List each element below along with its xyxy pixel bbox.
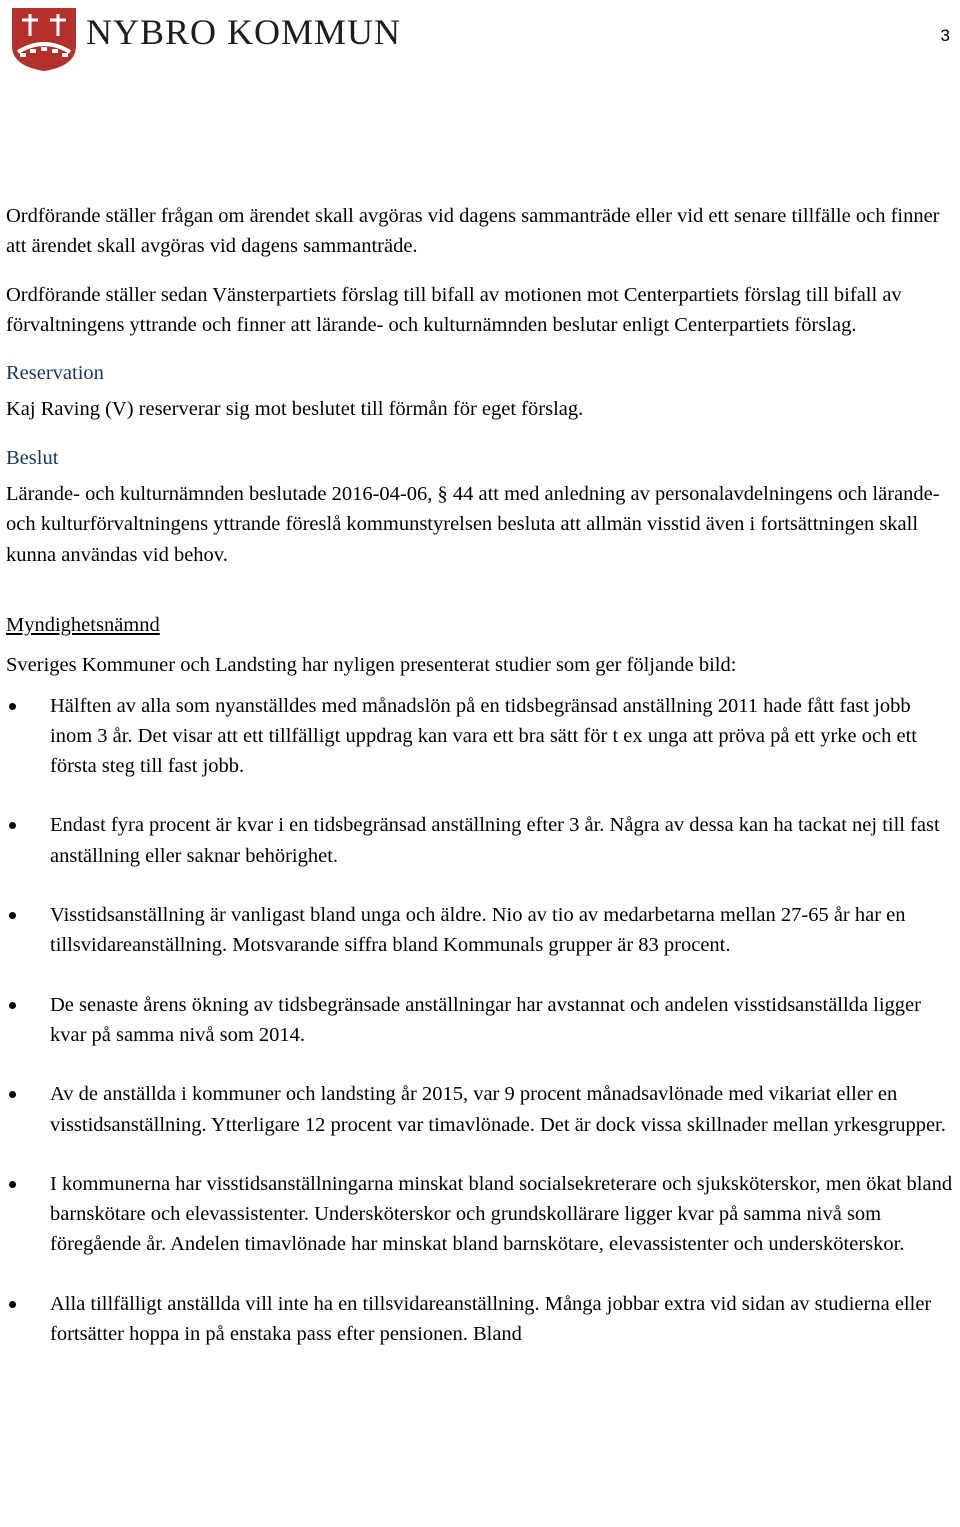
- bullet-icon: [9, 1002, 16, 1009]
- list-item: [6, 691, 956, 782]
- list-item: [6, 990, 956, 1051]
- list-item: [6, 900, 956, 961]
- list-item: [6, 1079, 956, 1140]
- list-item-text: De senaste årens ökning av tidsbegränsade anställningar har avstannat och andelen visstidsanställda ligger kvar på samma nivå som 2014.: [50, 993, 921, 1046]
- list-item: [6, 1289, 956, 1350]
- paragraph-proposal-vote: Ordförande ställer sedan Vänsterpartiets förslag till bifall av motionen mot Centerpartiets förslag till bifall av förvaltningens yttrande och finner att lärande- och kulturnämnden beslutar enligt Centerpartiets förslag.: [6, 283, 902, 336]
- logo-wordmark: NYBRO KOMMUN: [86, 12, 402, 52]
- document-body: [6, 201, 956, 1349]
- list-item-text: Visstidsanställning är vanligast bland unga och äldre. Nio av tio av medarbetarna mellan 27-65 år har en tillsvidareanställning. Motsvarande siffra bland Kommunals grupper är 83 procent.: [50, 904, 906, 957]
- paragraph-decision-timing: Ordförande ställer frågan om ärendet skall avgöras vid dagens sammanträde eller vid ett senare tillfälle och finner att ärendet skall avgöras vid dagens sammanträde.: [6, 205, 940, 258]
- svk-intro-text: Sveriges Kommuner och Landsting har nyligen presenterat studier som ger följande bild:: [6, 654, 737, 677]
- bullet-icon: [9, 912, 16, 919]
- list-item-text: Hälften av alla som nyanställdes med månadslön på en tidsbegränsad anställning 2011 hade fått fast jobb inom 3 år. Det visar att ett tillfälligt uppdrag kan vara ett bra sätt för t ex unga att pröva på ett yrke och ett första steg till fast jobb.: [50, 694, 917, 778]
- myndighetsnamnd-heading: Myndighetsnämnd: [6, 613, 160, 636]
- beslut-heading: Beslut: [6, 446, 59, 469]
- bullet-icon: [9, 1301, 16, 1308]
- list-item-text: Endast fyra procent är kvar i en tidsbegränsad anställning efter 3 år. Några av dessa kan ha tackat nej till fast anställning eller saknar behörighet.: [50, 814, 940, 867]
- reservation-text: Kaj Raving (V) reserverar sig mot beslutet till förmån för eget förslag.: [6, 398, 584, 421]
- bullet-icon: [9, 822, 16, 829]
- page-header: [0, 0, 960, 80]
- list-item-text: I kommunerna har visstidsanställningarna minskat bland socialsekreterare och sjuksköterskor, men ökat bland barnskötare och elevassistenter. Undersköterskor och grundskollärare ligger kvar på samma nivå som föregående år. Andelen timavlönade har minskat bland barnskötare, elevassistenter och undersköterskor.: [50, 1172, 953, 1256]
- bullet-icon: [9, 703, 16, 710]
- beslut-text: Lärande- och kulturnämnden beslutade 2016-04-06, § 44 att med anledning av personalavdelningens och lärande- och kulturförvaltningens yttrande föreslå kommunstyrelsen besluta att allmän visstid även i fortsättningen skall kunna användas vid behov.: [6, 483, 940, 566]
- reservation-heading: Reservation: [6, 362, 104, 385]
- bullet-icon: [9, 1091, 16, 1098]
- list-item-text: Alla tillfälligt anställda vill inte ha en tillsvidareanställning. Många jobbar extra vid sidan av studierna eller fortsätter hoppa in på enstaka pass efter pensionen. Bland: [50, 1292, 932, 1346]
- page-number: 3: [940, 26, 950, 45]
- list-item: [6, 810, 956, 871]
- bullet-icon: [9, 1181, 16, 1188]
- list-item-text: Av de anställda i kommuner och landsting år 2015, var 9 procent månadsavlönade med vikariat eller en visstidsanställning. Ytterligare 12 procent var timavlönade. Det är dock vissa skillnader mellan yrkesgrupper.: [50, 1083, 946, 1136]
- list-item: [6, 1169, 956, 1260]
- nybro-coat-of-arms-icon: [8, 6, 80, 72]
- findings-list: [6, 691, 956, 1350]
